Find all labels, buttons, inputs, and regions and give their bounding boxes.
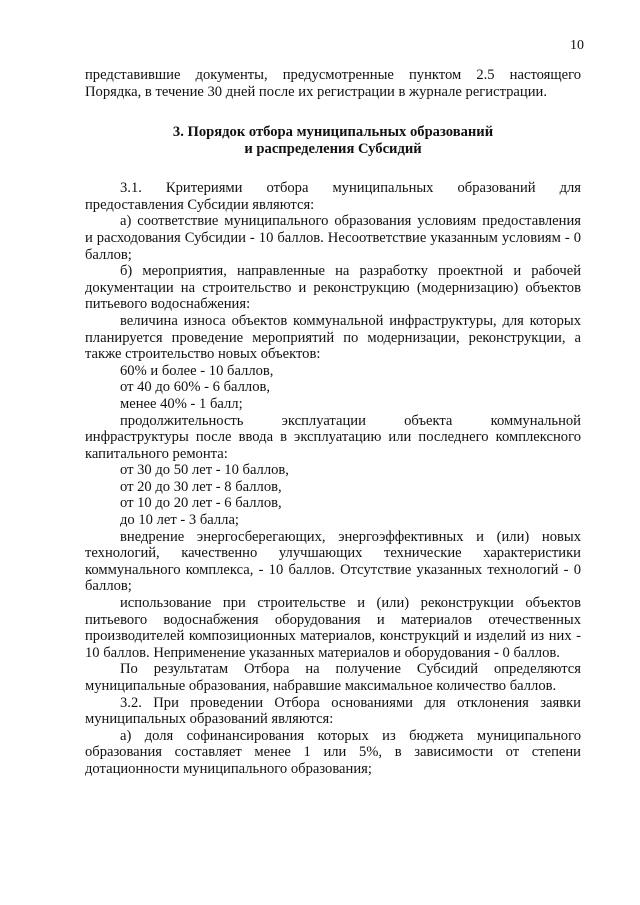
paragraph-duration: продолжительность эксплуатации объекта коммунальной инфраструктуры после ввода в эксплуатацию или последнего комплексного капитального ремонта: [85, 412, 581, 462]
section-title-line-1: 3. Порядок отбора муниципальных образований [172, 124, 494, 141]
intro-paragraph: представившие документы, предусмотренные пунктом 2.5 настоящего Порядка, в течение 30 дней после их регистрации в журнале регистрации. [85, 67, 581, 100]
wear-item: от 40 до 60% - 6 баллов, [120, 379, 271, 396]
duration-item: от 10 до 20 лет - 6 баллов, [120, 495, 282, 512]
paragraph-materials: использование при строительстве и (или) реконструкции объектов питьевого водоснабжения оборудования и материалов отечественных производителей композиционных материалов, конструкций и изделий из них - 10 баллов. Неприменение указанных материалов и оборудования - 0 баллов. [85, 595, 581, 661]
wear-item: менее 40% - 1 балл; [120, 395, 243, 412]
duration-item: от 30 до 50 лет - 10 баллов, [120, 462, 289, 479]
paragraph-3-2-a: а) доля софинансирования которых из бюджета муниципального образования составляет менее 1 или 5%, в зависимости от степени дотационности муниципального образования; [85, 727, 581, 777]
paragraph-3-2: 3.2. При проведении Отбора основаниями для отклонения заявки муниципальных образований являются: [85, 694, 581, 728]
paragraph-3-1: 3.1. Критериями отбора муниципальных образований для предоставления Субсидии являются: [85, 180, 581, 213]
paragraph-result: По результатам Отбора на получение Субсидий определяются муниципальные образования, набравшие максимальное количество баллов. [85, 661, 581, 694]
paragraph-a: а) соответствие муниципального образования условиям предоставления и расходования Субсидии - 10 баллов. Несоответствие указанным условиям - 0 баллов; [85, 213, 581, 263]
paragraph-energy: внедрение энергосберегающих, энергоэффективных и (или) новых технологий, качественно улучшающих технические характеристики коммунального комплекса, - 10 баллов. Отсутствие указанных технологий - 0 баллов; [85, 528, 581, 595]
section-title-line-2: и распределения Субсидий [244, 141, 422, 158]
section-heading [85, 124, 581, 158]
wear-item: 60% и более - 10 баллов, [120, 362, 274, 379]
paragraph-b: б) мероприятия, направленные на разработку проектной и рабочей документации на строительство и реконструкцию (модернизацию) объектов питьевого водоснабжения: [85, 263, 581, 313]
page-number: 10 [570, 38, 584, 53]
document-body [85, 67, 581, 778]
duration-item: до 10 лет - 3 балла; [120, 512, 239, 529]
duration-item: от 20 до 30 лет - 8 баллов, [120, 478, 282, 495]
paragraph-wear: величина износа объектов коммунальной инфраструктуры, для которых планируется проведение мероприятий по модернизации, реконструкции, а также строительство новых объектов: [85, 312, 581, 363]
